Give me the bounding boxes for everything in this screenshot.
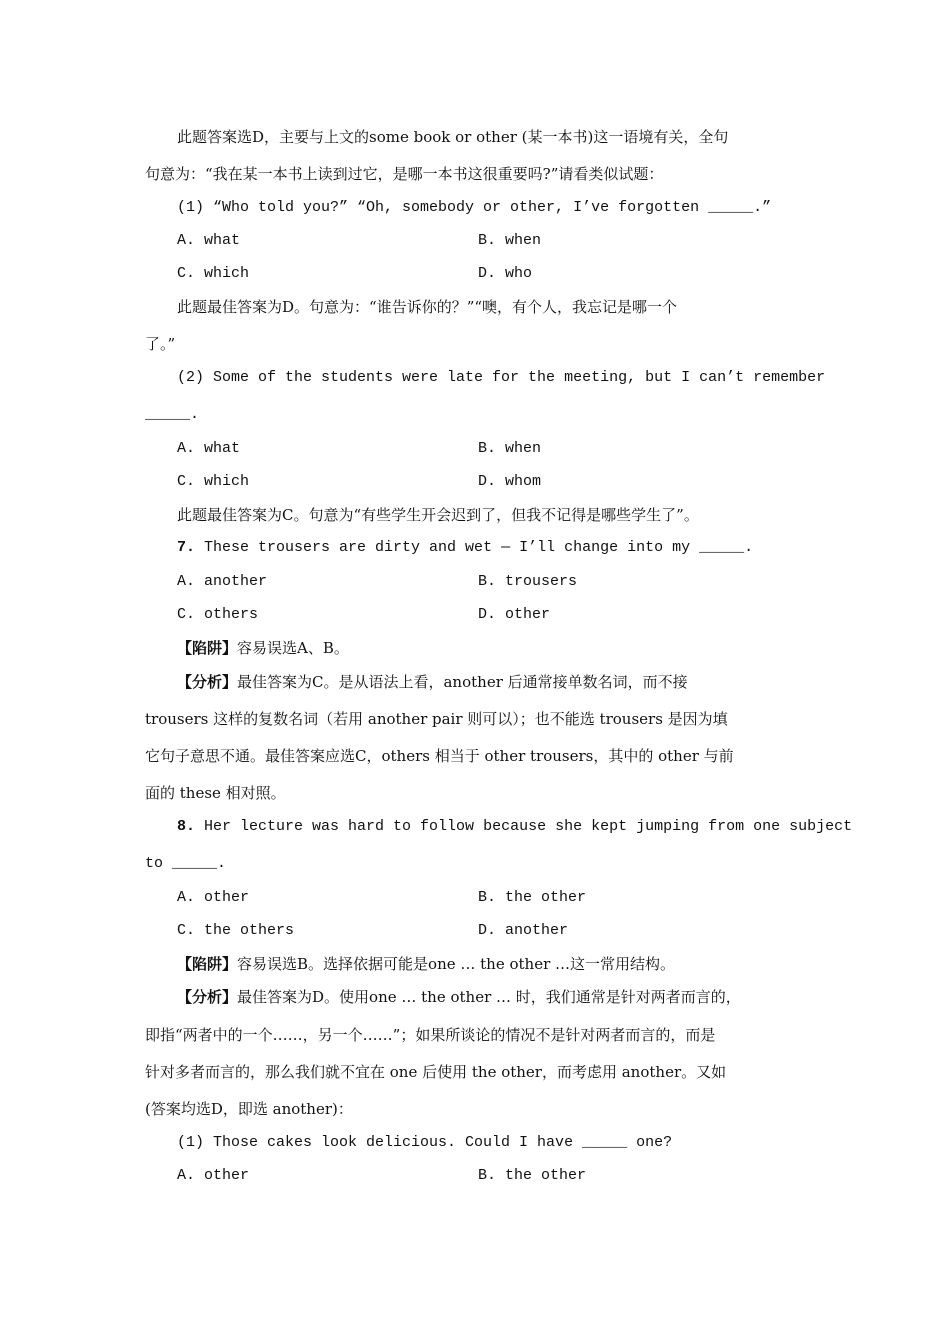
intro-line-2: 句意为：“我在某一本书上读到过它，是哪一本书这很重要吗?”请看类似试题： (145, 165, 664, 183)
question-8-number: 8. (177, 818, 196, 835)
analysis-label: 【分析】 (177, 673, 238, 691)
question-7-analysis-line-2: trousers 这样的复数名词（若用 another pair 则可以）；也不能选 trousers 是因为填 (145, 710, 728, 728)
question-8-option-d: D. another (478, 922, 569, 939)
analysis-text: 最佳答案为D。使用one … the other … 时，我们通常是针对两者而言的， (237, 988, 741, 1006)
trap-text: 容易误选B。选择依据可能是one … the other …这一常用结构。 (237, 955, 676, 973)
question-7-analysis-line-1 (177, 671, 847, 693)
question-8-trap (177, 953, 847, 975)
question-8-analysis-line-3: 针对多者而言的，那么我们就不宜在 one 后使用 the other，而考虑用 another。又如 (145, 1063, 727, 1081)
question-7-text: These trousers are dirty and wet — I’ll change into my _____. (195, 539, 754, 556)
question-8-text: Her lecture was hard to follow because she kept jumping from one subject (195, 818, 853, 835)
trap-text: 容易误选A、B。 (237, 639, 349, 657)
question-7 (177, 537, 847, 559)
example-1-question: (1) “Who told you?” “Oh, somebody or other, I’ve forgotten _____.” (177, 199, 772, 216)
example-2-option-a: A. what (177, 440, 241, 457)
example-1-option-a: A. what (177, 232, 241, 249)
example-2-option-b: B. when (478, 440, 542, 457)
question-7-option-b: B. trousers (478, 573, 578, 590)
analysis-label: 【分析】 (177, 988, 238, 1006)
example-2-question-line-2: _____. (145, 406, 200, 423)
trap-label: 【陷阱】 (177, 955, 238, 973)
example-3-option-a: A. other (177, 1167, 250, 1184)
analysis-text: 最佳答案为C。是从语法上看，another 后通常接单数名词，而不接 (237, 673, 688, 691)
example-2-answer: 此题最佳答案为C。句意为“有些学生开会迟到了，但我不记得是哪些学生了”。 (177, 506, 699, 524)
question-8-option-b: B. the other (478, 889, 587, 906)
question-7-trap (177, 637, 847, 659)
question-8-option-c: C. the others (177, 922, 295, 939)
example-1-option-c: C. which (177, 265, 250, 282)
example-1-answer-line-2: 了。” (145, 335, 176, 353)
example-3-option-b: B. the other (478, 1167, 587, 1184)
question-8-line-1 (177, 816, 853, 838)
question-7-analysis-line-3: 它句子意思不通。最佳答案应选C，others 相当于 other trousers，其中的 other 与前 (145, 747, 734, 765)
question-8-option-a: A. other (177, 889, 250, 906)
intro-line-1: 此题答案选D，主要与上文的some book or other (某一本书)这一语境有关，全句 (177, 128, 729, 146)
example-2-option-c: C. which (177, 473, 250, 490)
example-3-question: (1) Those cakes look delicious. Could I have _____ one? (177, 1134, 673, 1151)
example-2-question-line-1: (2) Some of the students were late for the meeting, but I can’t remember (177, 369, 826, 386)
question-8-line-2: to _____. (145, 855, 227, 872)
example-2-option-d: D. whom (478, 473, 542, 490)
example-1-option-b: B. when (478, 232, 542, 249)
question-7-analysis-line-4: 面的 these 相对照。 (145, 784, 286, 802)
example-1-option-d: D. who (478, 265, 533, 282)
example-1-answer-line-1: 此题最佳答案为D。句意为：“谁告诉你的？”“噢，有个人，我忘记是哪一个 (177, 298, 678, 316)
question-7-number: 7. (177, 539, 196, 556)
question-8-analysis-line-4: (答案均选D，即选 another)： (145, 1100, 353, 1118)
question-7-option-d: D. other (478, 606, 551, 623)
question-7-option-a: A. another (177, 573, 268, 590)
question-7-option-c: C. others (177, 606, 259, 623)
trap-label: 【陷阱】 (177, 639, 238, 657)
question-8-analysis-line-2: 即指“两者中的一个……，另一个……”；如果所谈论的情况不是针对两者而言的，而是 (145, 1026, 716, 1044)
question-8-analysis-line-1 (177, 986, 847, 1008)
